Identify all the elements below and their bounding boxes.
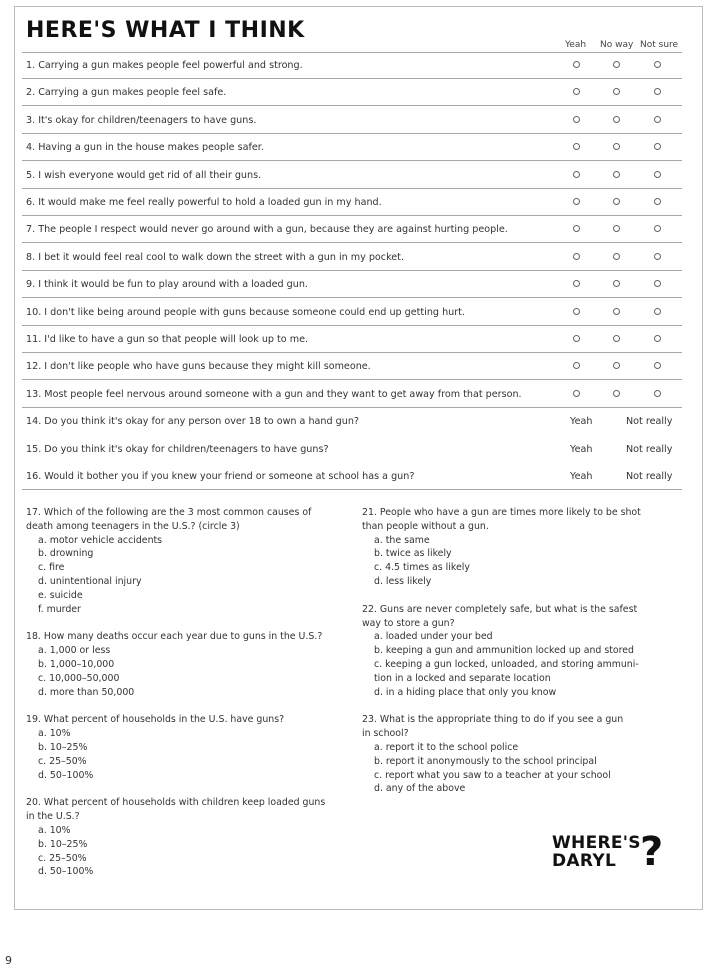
quiz-left-column — [26, 506, 356, 879]
survey-row — [22, 107, 682, 134]
answer-no-way-radio[interactable] — [613, 88, 620, 95]
answer-yeah-radio[interactable] — [573, 143, 580, 150]
answer-not-sure-radio[interactable] — [654, 61, 661, 68]
survey-row — [22, 134, 682, 161]
answer-option[interactable]: f. murder — [38, 603, 81, 615]
answer-no-way-radio[interactable] — [613, 225, 620, 232]
spacer — [362, 699, 682, 713]
logo-line-1: WHERE'S — [552, 833, 641, 853]
answer-option[interactable]: c. 4.5 times as likely — [374, 562, 470, 574]
survey-row — [22, 299, 682, 326]
statement-text: 9. I think it would be fun to play around with a loaded gun. — [26, 279, 308, 291]
column-header-yeah: Yeah — [565, 40, 587, 50]
answer-option[interactable]: b. report it anonymously to the school principal — [374, 755, 597, 767]
answer-options — [26, 727, 356, 782]
question-text: in the U.S.? — [26, 811, 80, 823]
answer-not-sure-radio[interactable] — [654, 280, 661, 287]
page-number: 9 — [5, 954, 12, 967]
quiz-question — [362, 603, 682, 700]
survey-row — [22, 189, 682, 216]
answer-yeah[interactable]: Yeah — [570, 416, 593, 428]
survey-row — [22, 162, 682, 189]
answer-yeah[interactable]: Yeah — [570, 471, 593, 482]
question-text: 16. Would it bother you if you knew your friend or someone at school has a gun? — [26, 471, 415, 482]
survey-row — [22, 244, 682, 271]
answer-option[interactable]: a. the same — [374, 534, 430, 546]
answer-options — [362, 741, 682, 796]
question-text: 15. Do you think it's okay for children/teenagers to have guns? — [26, 443, 329, 455]
survey-row — [22, 381, 682, 408]
answer-yeah-radio[interactable] — [573, 88, 580, 95]
answer-yeah-radio[interactable] — [573, 225, 580, 232]
answer-yeah-radio[interactable] — [573, 171, 580, 178]
answer-option[interactable]: d. 50–100% — [38, 769, 94, 781]
answer-yeah-radio[interactable] — [573, 253, 580, 260]
answer-no-way-radio[interactable] — [613, 308, 620, 315]
quiz-question — [362, 506, 682, 589]
spacer — [26, 616, 356, 630]
question-text: than people without a gun. — [362, 520, 489, 532]
answer-not-sure-radio[interactable] — [654, 253, 661, 260]
answer-option[interactable]: b. 10–25% — [38, 741, 88, 753]
yes-no-row — [22, 463, 682, 490]
spacer — [26, 782, 356, 796]
answer-option[interactable]: a. 10% — [38, 728, 71, 740]
answer-no-way-radio[interactable] — [613, 198, 620, 205]
question-text: death among teenagers in the U.S.? (circle 3) — [26, 520, 240, 532]
question-text: 20. What percent of households with children keep loaded guns — [26, 797, 326, 809]
answer-option[interactable]: a. motor vehicle accidents — [38, 534, 163, 546]
answer-option[interactable]: d. unintentional injury — [38, 575, 142, 587]
answer-not-really[interactable]: Not really — [626, 471, 673, 482]
answer-no-way-radio[interactable] — [613, 116, 620, 123]
survey-row — [22, 353, 682, 380]
answer-options — [26, 644, 356, 699]
statement-text: 10. I don't like being around people with guns because someone could end up getting hurt. — [26, 306, 465, 318]
question-text: 21. People who have a gun are times more likely to be shot — [362, 507, 641, 518]
question-text: 17. Which of the following are the 3 most common causes of — [26, 507, 312, 518]
answer-yeah-radio[interactable] — [573, 280, 580, 287]
quiz-question — [362, 713, 682, 796]
question-text: 18. How many deaths occur each year due to guns in the U.S.? — [26, 631, 323, 643]
answer-option[interactable]: b. twice as likely — [374, 548, 452, 560]
answer-not-sure-radio[interactable] — [654, 390, 661, 397]
survey-row — [22, 52, 682, 79]
answer-no-way-radio[interactable] — [613, 143, 620, 150]
answer-option[interactable]: d. more than 50,000 — [38, 686, 135, 698]
yes-no-row — [22, 436, 682, 463]
question-text: 23. What is the appropriate thing to do if you see a gun — [362, 714, 624, 726]
answer-no-way-radio[interactable] — [613, 362, 620, 369]
answer-option[interactable]: c. keeping a gun locked, unloaded, and storing ammuni- — [374, 658, 639, 670]
answer-yeah-radio[interactable] — [573, 198, 580, 205]
column-header-no-way: No way — [600, 40, 634, 50]
yes-no-row — [22, 408, 682, 435]
statement-text: 6. It would make me feel really powerful to hold a loaded gun in my hand. — [26, 197, 382, 208]
answer-options — [26, 534, 356, 617]
page-title: HERE'S WHAT I THINK — [26, 18, 305, 43]
answer-option[interactable]: d. any of the above — [374, 783, 466, 795]
quiz-right-column — [362, 506, 682, 796]
statement-text: 8. I bet it would feel real cool to walk down the street with a gun in my pocket. — [26, 251, 404, 263]
answer-yeah-radio[interactable] — [573, 116, 580, 123]
answer-no-way-radio[interactable] — [613, 253, 620, 260]
answer-not-really[interactable]: Not really — [626, 416, 673, 428]
answer-not-really[interactable]: Not really — [626, 443, 673, 455]
answer-not-sure-radio[interactable] — [654, 198, 661, 205]
answer-not-sure-radio[interactable] — [654, 116, 661, 123]
answer-no-way-radio[interactable] — [613, 280, 620, 287]
answer-option[interactable]: c. report what you saw to a teacher at your school — [374, 769, 611, 781]
answer-option[interactable]: c. fire — [38, 562, 65, 574]
column-header-not-sure: Not sure — [640, 40, 679, 50]
answer-option[interactable]: a. 10% — [38, 824, 71, 836]
answer-yeah-radio[interactable] — [573, 390, 580, 397]
answer-option[interactable]: d. less likely — [374, 575, 432, 587]
question-text: 14. Do you think it's okay for any person over 18 to own a hand gun? — [26, 416, 359, 428]
answer-option[interactable]: e. suicide — [38, 589, 83, 601]
statement-text: 5. I wish everyone would get rid of all their guns. — [26, 169, 262, 181]
answer-option[interactable]: c. 10,000–50,000 — [38, 672, 120, 684]
answer-yeah-radio[interactable] — [573, 335, 580, 342]
question-text: in school? — [362, 728, 409, 740]
question-text: way to store a gun? — [362, 617, 455, 629]
logo-question-mark: ? — [640, 829, 664, 875]
quiz-question — [26, 796, 356, 879]
answer-option[interactable]: c. 25–50% — [38, 852, 87, 864]
statement-text: 13. Most people feel nervous around someone with a gun and they want to get away from that person. — [26, 388, 522, 400]
answer-yeah-radio[interactable] — [573, 362, 580, 369]
answer-yeah-radio[interactable] — [573, 61, 580, 68]
survey-row — [22, 326, 682, 353]
answer-option[interactable]: d. in a hiding place that only you know — [374, 686, 557, 698]
answer-not-sure-radio[interactable] — [654, 362, 661, 369]
answer-not-sure-radio[interactable] — [654, 308, 661, 315]
statement-text: 4. Having a gun in the house makes people safer. — [26, 142, 264, 154]
answer-not-sure-radio[interactable] — [654, 335, 661, 342]
answer-no-way-radio[interactable] — [613, 335, 620, 342]
answer-option[interactable]: b. 1,000–10,000 — [38, 658, 115, 670]
question-text: 19. What percent of households in the U.S. have guns? — [26, 714, 285, 726]
spacer — [26, 699, 356, 713]
quiz-question — [26, 506, 356, 616]
statement-text: 1. Carrying a gun makes people feel powerful and strong. — [26, 60, 303, 71]
survey-row — [22, 271, 682, 298]
answer-options — [26, 824, 356, 879]
survey-row — [22, 216, 682, 243]
statement-text: 12. I don't like people who have guns because they might kill someone. — [26, 361, 371, 373]
answer-not-sure-radio[interactable] — [654, 171, 661, 178]
survey-row — [22, 79, 682, 106]
answer-option[interactable]: b. drowning — [38, 548, 94, 560]
answer-option[interactable]: b. keeping a gun and ammunition locked up and stored — [374, 645, 635, 657]
answer-option[interactable]: a. 1,000 or less — [38, 645, 111, 657]
answer-not-sure-radio[interactable] — [654, 225, 661, 232]
statement-text: 3. It's okay for children/teenagers to have guns. — [26, 114, 257, 126]
answer-option[interactable]: a. loaded under your bed — [374, 631, 493, 643]
answer-options — [362, 534, 682, 589]
statement-text: 11. I'd like to have a gun so that people will look up to me. — [26, 334, 309, 345]
answer-option[interactable]: tion in a locked and separate location — [374, 672, 551, 684]
question-text: 22. Guns are never completely safe, but what is the safest — [362, 603, 638, 615]
answer-yeah-radio[interactable] — [573, 308, 580, 315]
statement-text: 7. The people I respect would never go around with a gun, because they are against hurting people. — [26, 224, 508, 236]
quiz-question — [26, 630, 356, 699]
answer-no-way-radio[interactable] — [613, 171, 620, 178]
answer-no-way-radio[interactable] — [613, 390, 620, 397]
quiz-question — [26, 713, 356, 782]
answer-option[interactable]: d. 50–100% — [38, 866, 94, 878]
answer-option[interactable]: c. 25–50% — [38, 755, 87, 767]
answer-yeah[interactable]: Yeah — [570, 443, 593, 455]
spacer — [362, 589, 682, 603]
answer-not-sure-radio[interactable] — [654, 143, 661, 150]
logo-line-2: DARYL — [552, 851, 617, 871]
answer-not-sure-radio[interactable] — [654, 88, 661, 95]
answer-option[interactable]: b. 10–25% — [38, 838, 88, 850]
answer-option[interactable]: a. report it to the school police — [374, 741, 519, 753]
answer-options — [362, 630, 682, 699]
answer-no-way-radio[interactable] — [613, 61, 620, 68]
statement-text: 2. Carrying a gun makes people feel safe. — [26, 87, 227, 99]
